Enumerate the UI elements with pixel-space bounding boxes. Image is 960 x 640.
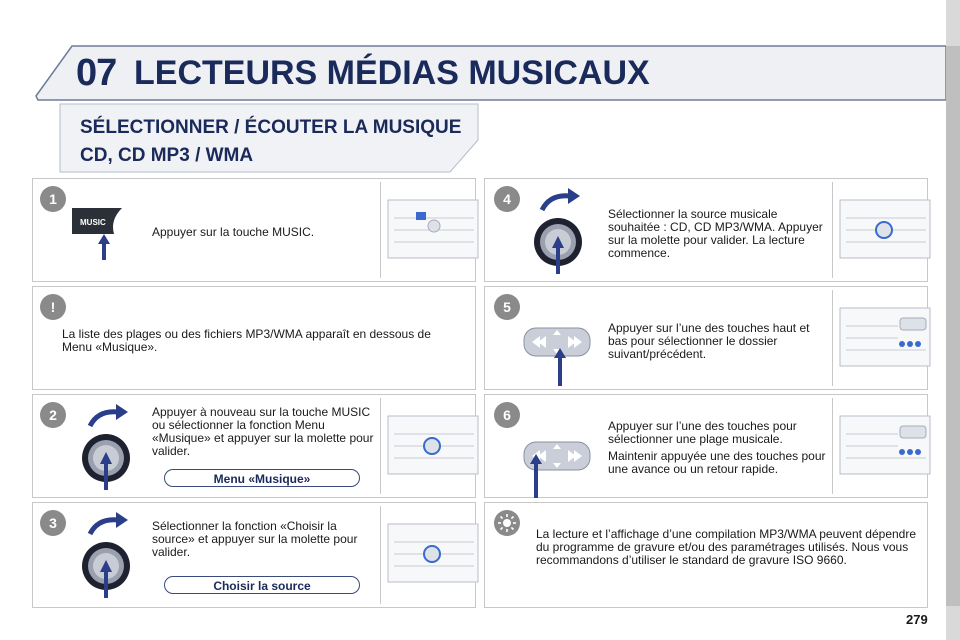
- step-badge: 2: [40, 402, 66, 428]
- radio-illustration: [838, 196, 934, 264]
- arrow-icon: [98, 234, 110, 260]
- step-4-text: Sélectionner la source musicale souhaitée : CD, CD MP3/WMA. Appuyer sur la molette pour valider. La lecture commence.: [608, 207, 823, 260]
- section-title: SÉLECTIONNER / ÉCOUTER LA MUSIQUE: [80, 117, 462, 138]
- radio-illustration: [386, 412, 482, 480]
- section-subtitle: CD, CD MP3 / WMA: [80, 145, 254, 166]
- step-badge: 6: [494, 402, 520, 428]
- step-badge: 4: [494, 186, 520, 212]
- step-3-text: Sélectionner la fonction «Choisir la source» et appuyer sur la molette pour valider.: [152, 519, 358, 559]
- divider: [832, 182, 833, 278]
- step-6-text: Appuyer sur l’une des touches pour sélectionner une plage musicale.: [608, 419, 797, 446]
- step-6-text-2: Maintenir appuyée une des touches pour une avance ou un retour rapide.: [608, 449, 826, 476]
- tip-text: La lecture et l’affichage d’une compilation MP3/WMA peuvent dépendre du programme de gravure et/ou des paramétrages utilisés. Nous vous recommandons d’utiliser le standard de gravure ISO 9660.: [536, 527, 917, 567]
- rotary-knob-icon: [80, 402, 140, 492]
- step-2-text: Appuyer à nouveau sur la touche MUSIC ou sélectionner la fonction Menu «Musique» et appuyer sur la molette pour valider.: [152, 405, 374, 458]
- warning-icon: !: [40, 294, 66, 320]
- radio-illustration: [386, 196, 482, 264]
- step-1-text: Appuyer sur la touche MUSIC.: [152, 225, 315, 239]
- music-button-icon: [70, 200, 130, 262]
- step-5-text: Appuyer sur l’une des touches haut et bas pour sélectionner le dossier suivant/précédent.: [608, 321, 810, 361]
- tip-sun-icon: [494, 510, 520, 536]
- radio-illustration: [838, 412, 934, 480]
- chapter-title: LECTEURS MÉDIAS MUSICAUX: [134, 54, 650, 92]
- divider: [380, 398, 381, 494]
- menu-musique-label: Menu «Musique»: [164, 469, 360, 487]
- rotary-knob-icon: [80, 510, 140, 600]
- chapter-number: 07: [76, 52, 117, 94]
- rotary-knob-icon: [532, 186, 592, 276]
- step-badge: 3: [40, 510, 66, 536]
- nav-pad-icon: [520, 432, 596, 502]
- page-number: 279: [906, 612, 928, 627]
- nav-pad-icon: [520, 318, 596, 388]
- warning-text: La liste des plages ou des fichiers MP3/WMA apparaît en dessous de Menu «Musique».: [62, 327, 431, 354]
- radio-illustration: [838, 304, 934, 372]
- divider: [832, 398, 833, 494]
- divider: [832, 290, 833, 386]
- side-bar-tab: [946, 46, 960, 606]
- divider: [380, 506, 381, 604]
- divider: [380, 182, 381, 278]
- radio-illustration: [386, 520, 482, 588]
- step-badge: 5: [494, 294, 520, 320]
- step-badge: 1: [40, 186, 66, 212]
- music-button-label: MUSIC: [80, 218, 106, 227]
- choisir-la-source-label: Choisir la source: [164, 576, 360, 594]
